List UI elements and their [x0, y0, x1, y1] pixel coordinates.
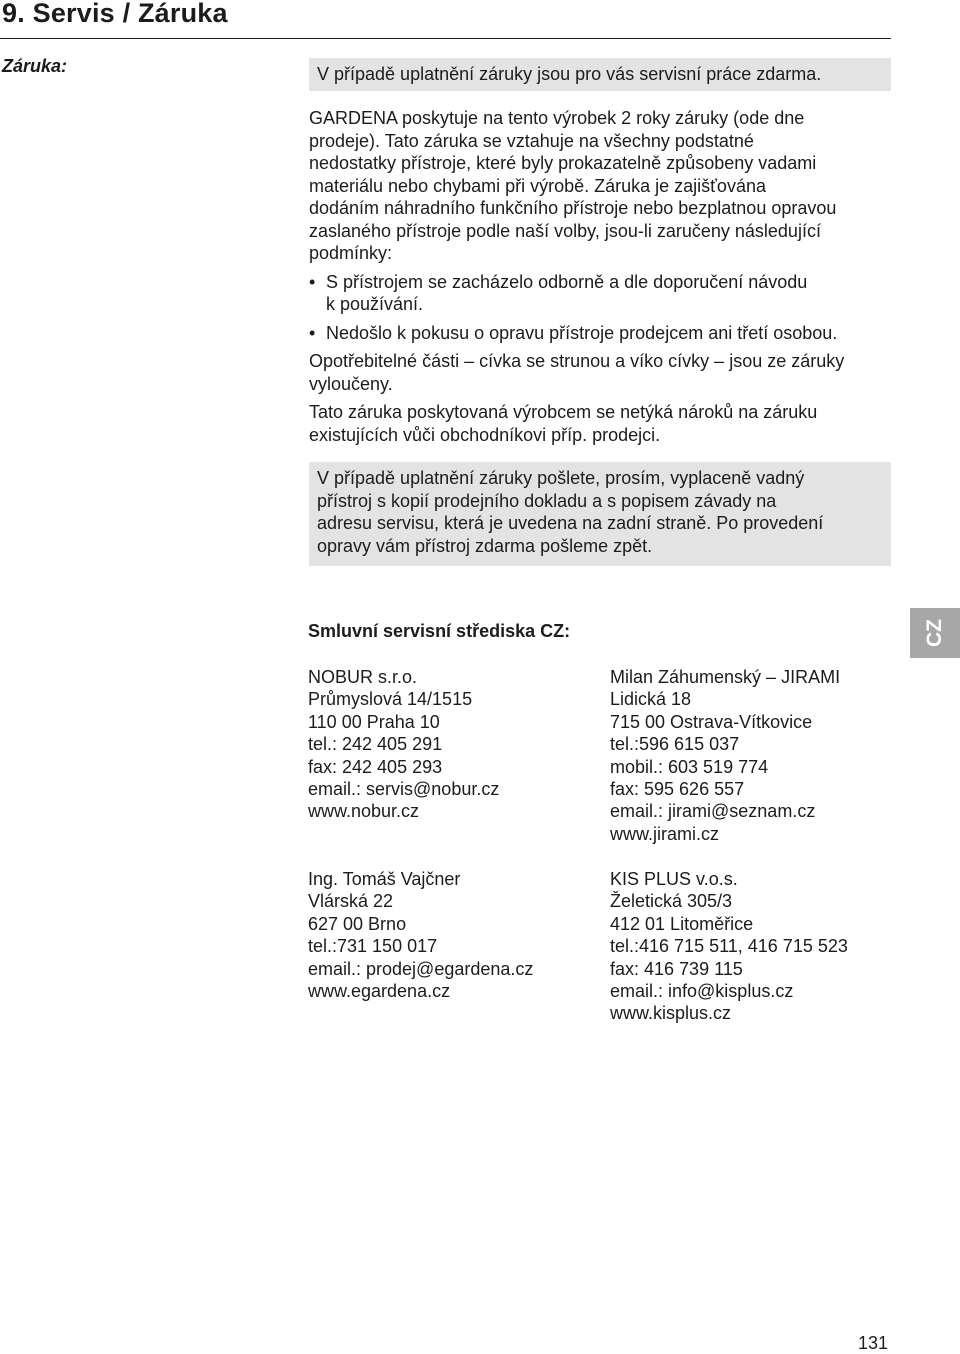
address-line: tel.:731 150 017: [308, 936, 438, 957]
text-line: prodeje). Tato záruka se vztahuje na všechny podstatné: [309, 130, 754, 151]
service-address-jirami: [610, 666, 840, 845]
address-line: Průmyslová 14/1515: [308, 689, 473, 710]
page-number: 131: [857, 1333, 888, 1353]
address-line: email.: jirami@seznam.cz: [610, 801, 816, 822]
address-line: Lidická 18: [610, 689, 692, 710]
title-divider: [0, 38, 891, 39]
bullet-icon: •: [309, 322, 316, 343]
address-line: Ing. Tomáš Vajčner: [308, 869, 461, 889]
text-line: S přístrojem se zacházelo odborně a dle doporučení návodu: [326, 271, 808, 292]
claim-instructions-note: [309, 462, 891, 566]
text-line: dodáním náhradního funkčního přístroje nebo bezplatnou opravou: [309, 198, 837, 218]
free-service-note: [309, 58, 891, 91]
condition-item: [309, 322, 891, 345]
address-line: www.nobur.cz: [308, 801, 420, 822]
seller-warranty-paragraph: [309, 401, 891, 446]
page-title: 9. Servis / Záruka: [2, 0, 228, 28]
condition-item: [309, 271, 891, 316]
address-line: 110 00 Praha 10: [308, 711, 440, 732]
text-line: V případě uplatnění záruky pošlete, prosím, vyplaceně vadný: [317, 468, 805, 488]
text-line: existujících vůči obchodníkovi příp. prodejci.: [309, 424, 661, 445]
address-line: email.: info@kisplus.cz: [610, 981, 794, 1002]
text-line: Nedošlo k pokusu o opravu přístroje prodejcem ani třetí osobou.: [326, 322, 838, 343]
text-line: k používání.: [326, 294, 424, 314]
address-line: Milan Záhumenský – JIRAMI: [610, 667, 841, 687]
bullet-icon: •: [309, 271, 316, 292]
address-line: email.: servis@nobur.cz: [308, 779, 500, 800]
address-line: tel.:416 715 511, 416 715 523: [610, 936, 848, 957]
address-line: tel.:596 615 037: [610, 734, 740, 755]
text-line: Tato záruka poskytovaná výrobcem se netýká nároků na záruku: [309, 402, 818, 422]
text-line: nedostatky přístroje, které byly prokazatelně způsobeny vadami: [309, 153, 817, 173]
wear-parts-paragraph: [309, 350, 891, 395]
text-line: zaslaného přístroje podle naší volby, jsou-li zaručeny následující: [309, 220, 821, 241]
address-line: 627 00 Brno: [308, 913, 407, 934]
service-address-nobur: [308, 666, 499, 823]
address-line: www.egardena.cz: [308, 981, 451, 1002]
text-line: GARDENA poskytuje na tento výrobek 2 roky záruky (ode dne: [309, 108, 805, 128]
text-line: adresu servisu, která je uvedena na zadní straně. Po provedení: [317, 513, 824, 533]
address-line: Želetická 305/3: [610, 891, 733, 912]
address-line: KIS PLUS v.o.s.: [610, 869, 738, 889]
service-address-kisplus: [610, 868, 848, 1025]
text-line: materiálu nebo chybami při výrobě. Záruka je zajišťována: [309, 175, 766, 196]
address-line: tel.: 242 405 291: [308, 734, 443, 755]
language-tab: [910, 608, 960, 658]
address-line: Vlárská 22: [308, 891, 394, 912]
text-line: vyloučeny.: [309, 373, 393, 394]
text-line: Opotřebitelné části – cívka se strunou a víko cívky – jsou ze záruky: [309, 351, 845, 371]
service-centers-heading: Smluvní servisní střediska CZ:: [308, 621, 571, 641]
warranty-label: Záruka:: [2, 56, 68, 76]
address-line: NOBUR s.r.o.: [308, 667, 418, 687]
warranty-terms: [309, 107, 891, 452]
address-line: fax: 242 405 293: [308, 756, 443, 777]
address-line: email.: prodej@egardena.cz: [308, 958, 534, 979]
language-tab-label: CZ: [923, 619, 946, 647]
text-line: přístroj s kopií prodejního dokladu a s popisem závady na: [317, 490, 777, 511]
address-line: www.kisplus.cz: [610, 1003, 732, 1024]
text-line: podmínky:: [309, 243, 393, 263]
address-line: fax: 595 626 557: [610, 779, 745, 800]
text-line: opravy vám přístroj zdarma pošleme zpět.: [317, 535, 653, 556]
address-line: 715 00 Ostrava-Vítkovice: [610, 711, 813, 732]
address-line: 412 01 Litoměřice: [610, 913, 754, 934]
address-line: mobil.: 603 519 774: [610, 756, 769, 777]
free-service-text: V případě uplatnění záruky jsou pro vás servisní práce zdarma.: [317, 64, 822, 84]
address-line: fax: 416 739 115: [610, 958, 743, 979]
service-address-vajcner: [308, 868, 533, 1002]
address-line: www.jirami.cz: [610, 823, 720, 844]
warranty-paragraph: [309, 107, 891, 265]
